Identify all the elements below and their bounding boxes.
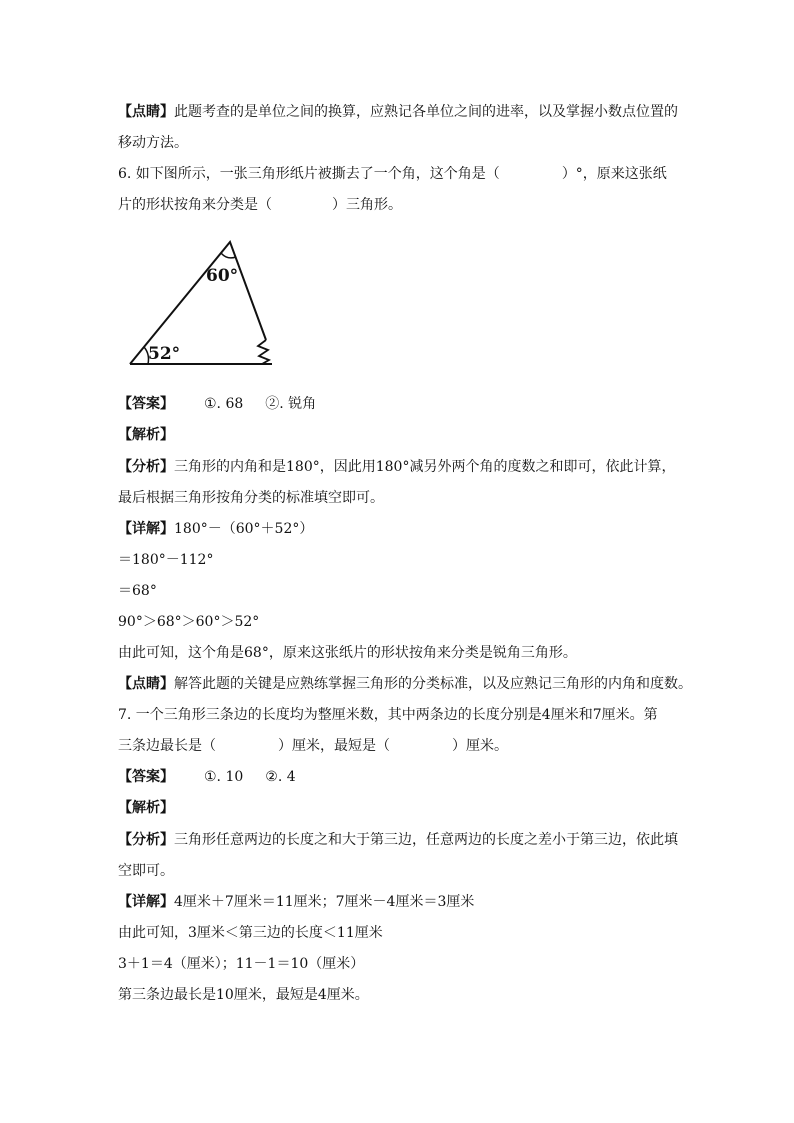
xiangjie-7-line-1	[118, 892, 678, 912]
xiangjie-7-line-2	[118, 923, 678, 943]
torn-triangle-figure	[126, 236, 278, 370]
xiangjie-6-line-3	[118, 581, 678, 601]
answer-6-value-1: ①. 68	[204, 396, 244, 412]
answer-6-value-2: ②. 锐角	[265, 396, 317, 412]
question-7-text-a: 7. 一个三角形三条边的长度均为整厘米数，其中两条边的长度分别是4厘米和7厘米。第	[118, 707, 658, 723]
xiangjie-6-line-4	[118, 612, 678, 632]
question-7-text-b: 三条边最长是（	[118, 738, 216, 754]
fenxi-7-text-2: 空即可。	[118, 863, 174, 879]
question-7-text-d: ）厘米。	[452, 738, 508, 754]
answer-tag: 【答案】	[118, 396, 174, 412]
dianjing-line-1	[118, 102, 678, 122]
fenxi-6-text-2: 最后根据三角形按角分类的标准填空即可。	[118, 490, 384, 506]
torn-edge	[258, 340, 269, 364]
fenxi-7-text-1: 三角形任意两边的长度之和大于第三边，任意两边的长度之差小于第三边，依此填	[174, 832, 678, 848]
xiangjie-6-text-5: 由此可知，这个角是68°，原来这张纸片的形状按角来分类是锐角三角形。	[118, 645, 577, 661]
fenxi-7-line-1	[118, 830, 678, 850]
xiangjie-6-text-2: ＝180°－112°	[118, 552, 214, 568]
fenxi-6-text-1: 三角形的内角和是180°，因此用180°减另外两个角的度数之和即可，依此计算，	[174, 459, 676, 475]
question-7-line-2	[118, 736, 678, 756]
answer-7-value-1: ①. 10	[204, 769, 244, 785]
question-6-text-b: ）°，原来这张纸	[561, 166, 667, 182]
xiangjie-6-text-1: 180°－（60°＋52°）	[174, 521, 314, 537]
question-7-text-c: ）厘米，最短是（	[278, 738, 390, 754]
dianjing-line-2	[118, 133, 678, 153]
question-7-line-1	[118, 705, 678, 725]
xiangjie-7-text-3: 3＋1＝4（厘米）；11－1＝10（厘米）	[118, 956, 365, 972]
triangle-svg	[126, 236, 278, 370]
question-6-text-c: 片的形状按角来分类是（	[118, 197, 272, 213]
dianjing-6-line	[118, 674, 692, 694]
answer-6-line	[118, 394, 678, 414]
jiexi-tag: 【解析】	[118, 800, 174, 816]
question-6-line-1	[118, 164, 678, 184]
xiangjie-7-text-2: 由此可知，3厘米＜第三边的长度＜11厘米	[118, 925, 383, 941]
dianjing-tag: 【点睛】	[118, 104, 174, 120]
jiexi-7-line	[118, 798, 678, 818]
xiangjie-tag: 【详解】	[118, 894, 174, 910]
xiangjie-7-text-1: 4厘米＋7厘米＝11厘米；7厘米－4厘米＝3厘米	[174, 894, 475, 910]
xiangjie-6-line-1	[118, 519, 678, 539]
xiangjie-7-line-3	[118, 954, 678, 974]
answer-7-line	[118, 767, 678, 787]
dianjing-6-text: 解答此题的关键是应熟练掌握三角形的分类标准，以及应熟记三角形的内角和度数。	[174, 676, 692, 692]
xiangjie-tag: 【详解】	[118, 521, 174, 537]
fenxi-tag: 【分析】	[118, 459, 174, 475]
answer-tag: 【答案】	[118, 769, 174, 785]
xiangjie-6-line-5	[118, 643, 678, 663]
fenxi-tag: 【分析】	[118, 832, 174, 848]
question-6-line-2	[118, 195, 678, 215]
xiangjie-7-text-4: 第三条边最长是10厘米，最短是4厘米。	[118, 987, 369, 1003]
angle-label-top: 60°	[206, 266, 239, 286]
fenxi-6-line-1	[118, 457, 678, 477]
jiexi-6-line	[118, 425, 678, 445]
question-6-text-a: 6. 如下图所示，一张三角形纸片被撕去了一个角，这个角是（	[118, 166, 500, 182]
xiangjie-6-text-4: 90°＞68°＞60°＞52°	[118, 614, 260, 630]
answer-7-value-2: ②. 4	[265, 769, 296, 785]
xiangjie-6-line-2	[118, 550, 678, 570]
question-6-text-d: ）三角形。	[332, 197, 402, 213]
dianjing-tag: 【点睛】	[118, 676, 174, 692]
xiangjie-6-text-3: ＝68°	[118, 583, 157, 599]
angle-label-left: 52°	[148, 344, 181, 364]
dianjing-text-cont: 移动方法。	[118, 135, 188, 151]
jiexi-tag: 【解析】	[118, 427, 174, 443]
fenxi-7-line-2	[118, 861, 678, 881]
xiangjie-7-line-4	[118, 985, 678, 1005]
dianjing-text: 此题考查的是单位之间的换算，应熟记各单位之间的进率，以及掌握小数点位置的	[174, 104, 678, 120]
fenxi-6-line-2	[118, 488, 678, 508]
